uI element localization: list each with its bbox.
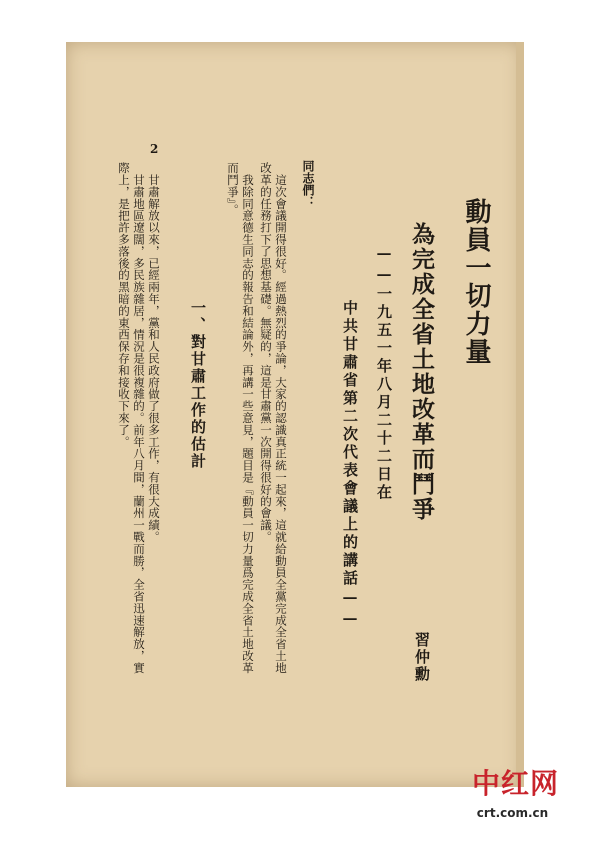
paragraph-assessment <box>116 162 161 674</box>
paragraph-topic <box>225 162 255 674</box>
paragraph-line: 際上，是把許多落後的黑暗的東西保存和接收下來了。 <box>117 162 131 448</box>
document-subtitle: 為完成全省土地改革而鬥爭 <box>408 222 435 522</box>
paragraph-line: 改革的任務打下了思想基礎。無疑的，這是甘肅黨一次開得很好的會議。 <box>259 162 273 543</box>
book-spine <box>516 42 524 787</box>
paragraph-line: 這次會議開得很好。經過熱烈的爭論，大家的認識真正統一起來，這就給動員全黨完成全省土地 <box>274 162 288 674</box>
paragraph-line: 甘肅解放以來，已經兩年，黨和人民政府做了很多工作，有很大成績。 <box>147 162 161 543</box>
document-title: 動員一切力量 <box>461 198 491 366</box>
site-watermark <box>472 762 559 820</box>
watermark-logo: 中红网 <box>472 767 560 800</box>
salutation: 同志們： <box>301 160 315 208</box>
speech-dateline: ——一九五一年八月二十二日在 <box>375 244 393 502</box>
page-number: 2 <box>150 142 159 156</box>
section-heading: 一、對甘肅工作的估計 <box>189 300 207 470</box>
watermark-url: crt.com.cn <box>476 806 549 820</box>
speech-venue: 中共甘肅省第二次代表會議上的講話—— <box>341 300 359 630</box>
paragraph-opening <box>258 162 288 674</box>
paragraph-line: 我除同意德生同志的報告和結論外，再講一些意見，題目是『動員一切力量爲完成全省土地改革 <box>241 162 255 674</box>
paragraph-line: 而鬥爭』。 <box>226 162 240 216</box>
paragraph-line: 甘肅地區遼闊，多民族雜居，情況是很複雜的。前年八月間，蘭州一戰而勝，全省迅速解放，實 <box>132 162 146 674</box>
author-name: 習仲勳 <box>413 632 431 683</box>
